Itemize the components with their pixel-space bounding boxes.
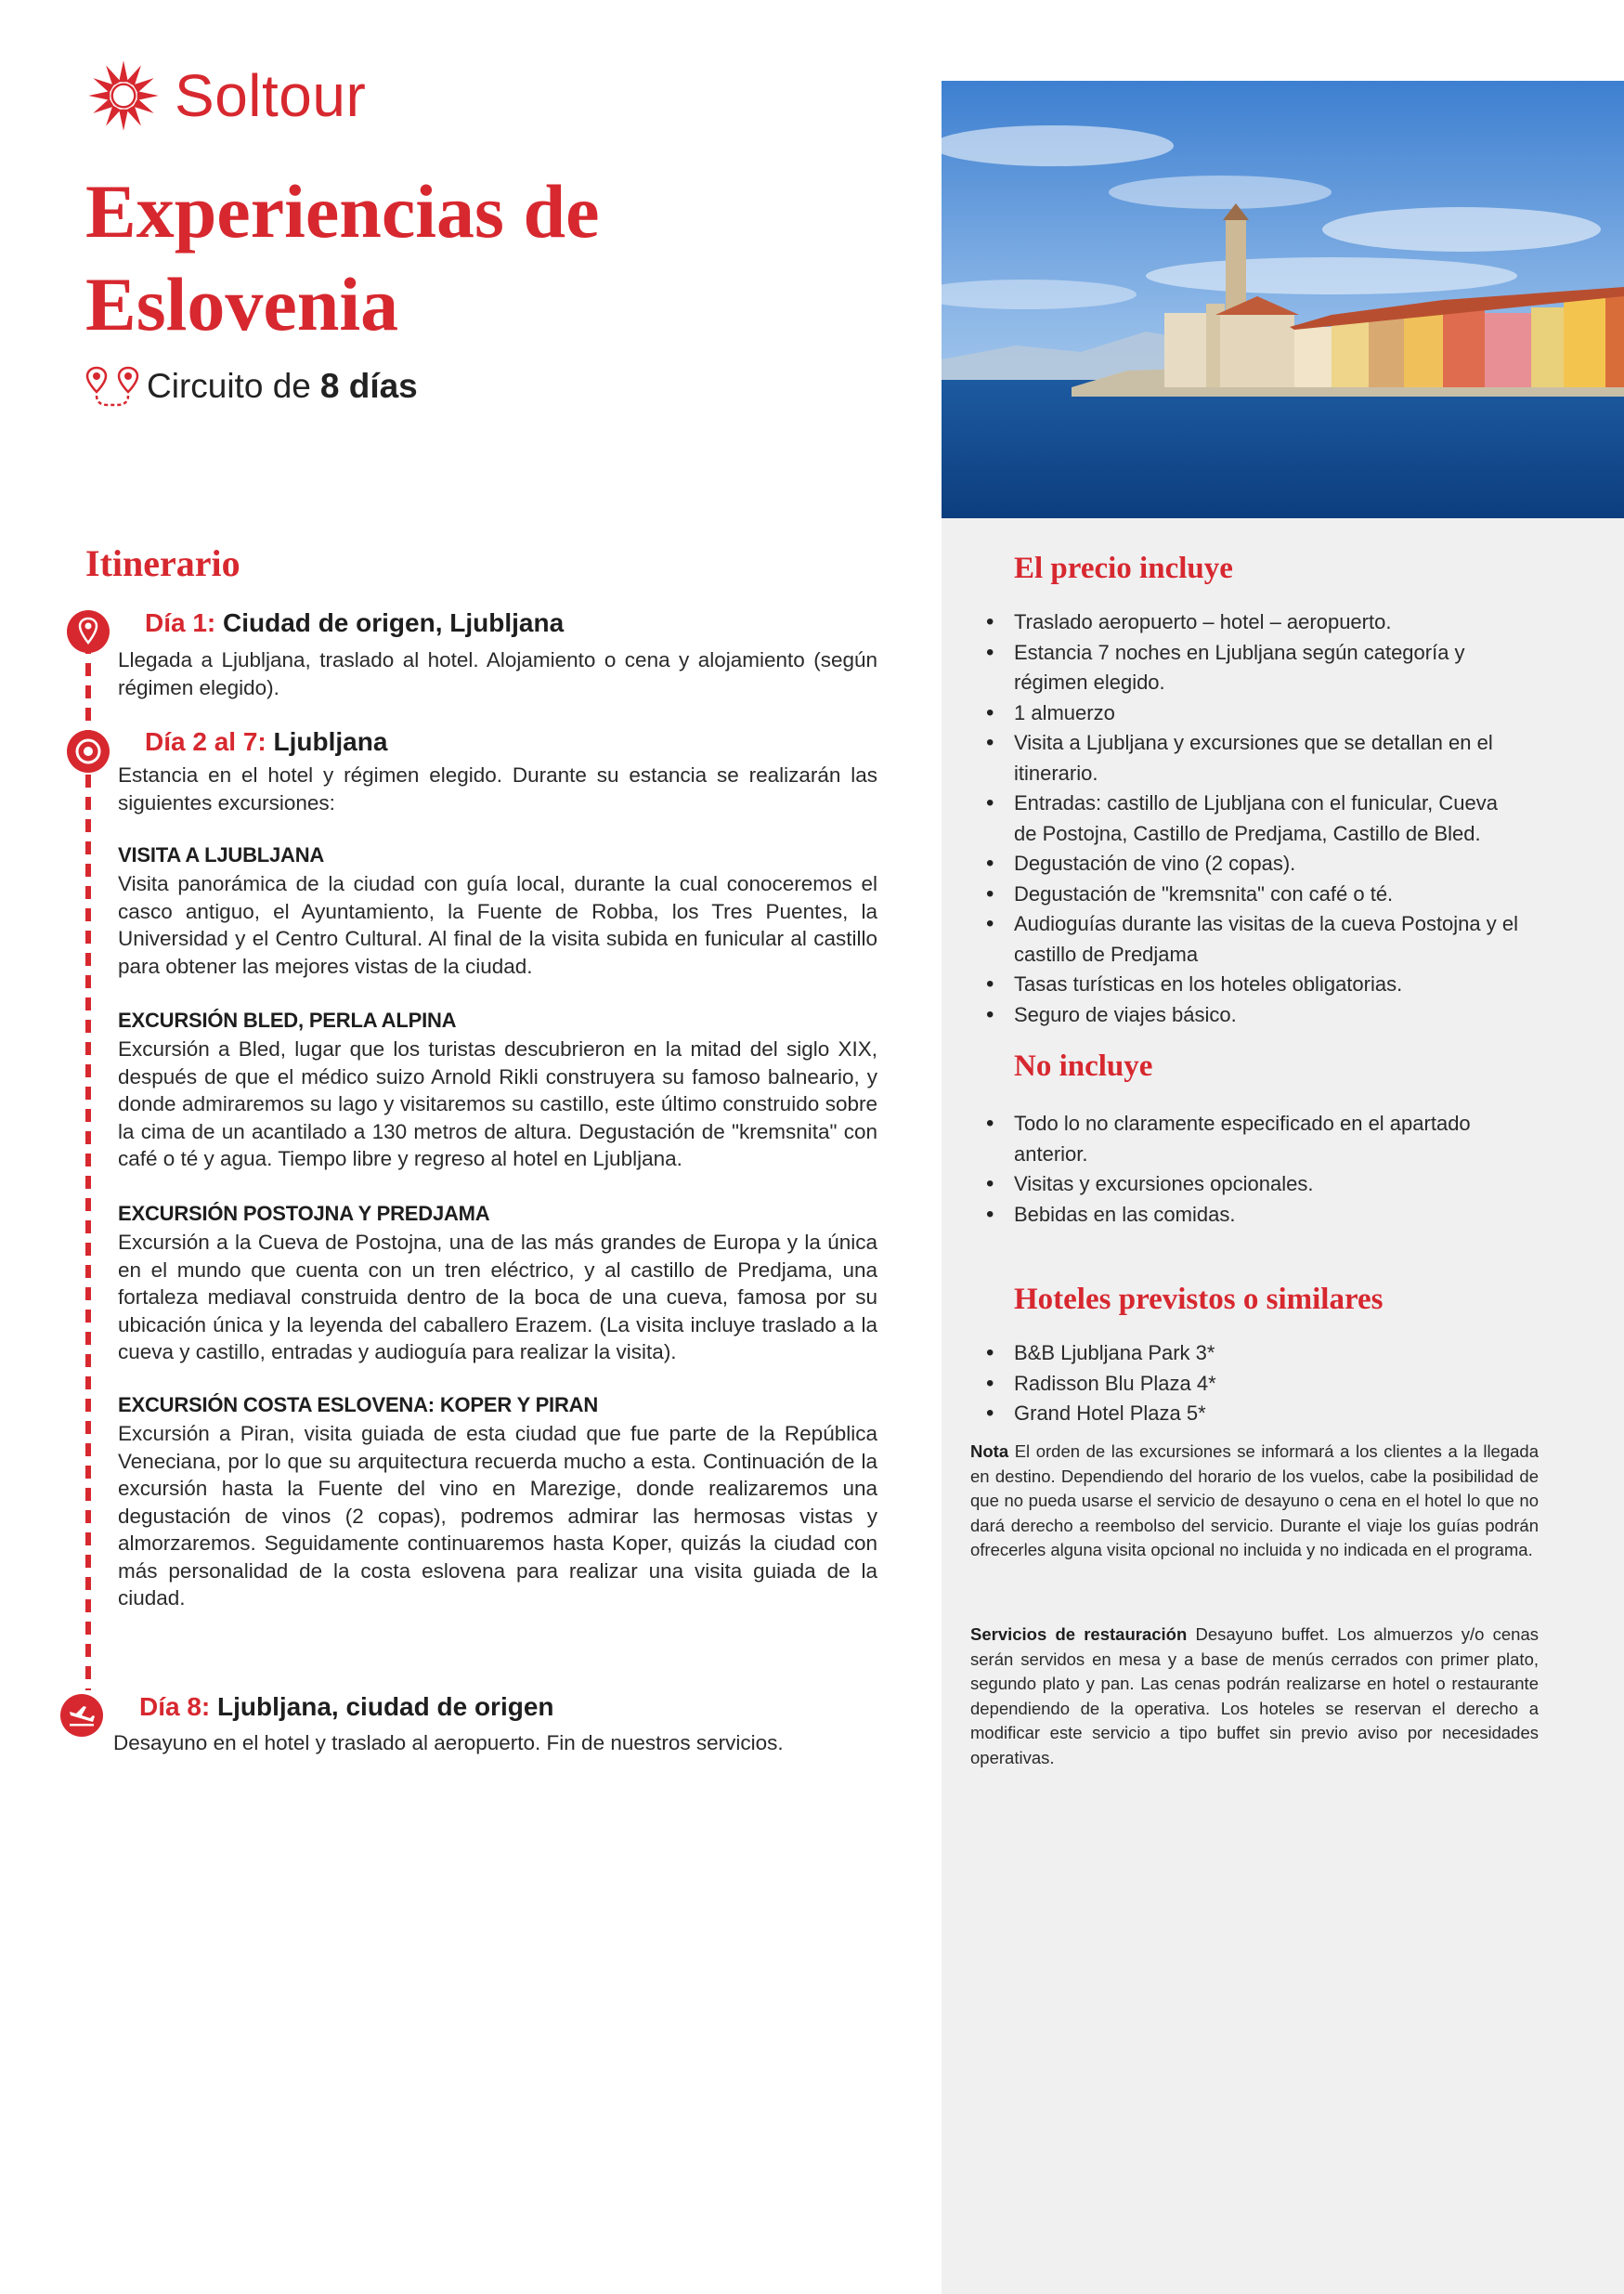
title-line-2: Eslovenia xyxy=(85,262,399,346)
map-pin-icon xyxy=(66,609,110,654)
restauracion-label: Servicios de restauración xyxy=(970,1624,1188,1644)
list-item: • Estancia 7 noches en Ljubljana según categoría y régimen elegido. xyxy=(977,638,1525,698)
list-item: • Visitas y excursiones opcionales. xyxy=(977,1169,1525,1200)
brand-logo xyxy=(85,54,366,137)
title-line-1: Experiencias de xyxy=(85,169,600,254)
day-1-number: Día 1: xyxy=(145,608,216,637)
list-item: • B&B Ljubljana Park 3* xyxy=(977,1338,1525,1369)
itinerary-heading: Itinerario xyxy=(85,542,240,584)
note-paragraph xyxy=(970,1440,1539,1563)
excursion-text: Excursión a la Cueva de Postojna, una de las más grandes de Europa y la única en el mundo que cuenta con un tren eléctrico, y al castillo de Predjama, una fortaleza mediaval construida dentro de la boca de una cueva, famosa por su ubicación única y la leyenda del caballero Erazem. (La visita incluye traslado a la cueva y castillo, entradas y audioguía para realizar la visita). xyxy=(118,1231,877,1363)
restauracion-text: Desayuno buffet. Los almuerzos y/o cenas serán servidos en mesa y a base de menús cerrados con primer plato, segundo plato y pan. Las cenas podrán realizarse en hotel o restaurante dependiendo de la operativa. Los hoteles se reservan el derecho a modificar este servicio a tipo buffet sin previo aviso por necesidades operativas. xyxy=(970,1624,1539,1767)
list-item: • Tasas turísticas en los hoteles obligatorias. xyxy=(977,970,1525,1000)
plane-landing-icon xyxy=(59,1693,104,1738)
hotels-heading: Hoteles previstos o similares xyxy=(1014,1283,1384,1316)
note-text: El orden de las excursiones se informará a los clientes a la llegada en destino. Dependiendo del horario de los vuelos, cabe la posibilidad de que no pueda usarse el servicio de desayuno o cena en el hotel lo que no dará derecho a reembolso del servicio. Durante el viaje los guías podrán ofrecerles alguna visita opcional no incluida y no indicada en el programa. xyxy=(970,1441,1540,1559)
circuit-days: 8 días xyxy=(319,367,418,405)
day-8-text: Desayuno en el hotel y traslado al aeropuerto. Fin de nuestros servicios. xyxy=(113,1731,784,1754)
list-item: • Traslado aeropuerto – hotel – aeropuerto. xyxy=(977,607,1525,638)
target-pin-icon xyxy=(66,729,110,774)
day-1-place: Ciudad de origen, Ljubljana xyxy=(223,608,565,637)
day-1-title xyxy=(145,608,564,638)
restauracion-paragraph xyxy=(970,1623,1539,1770)
list-item: • Entradas: castillo de Ljubljana con el funicular, Cueva de Postojna, Castillo de Predjama, Castillo de Bled. xyxy=(977,789,1525,849)
day-2-text: Estancia en el hotel y régimen elegido. Durante su estancia se realizarán las siguientes excursiones: xyxy=(118,763,877,815)
day-8-title xyxy=(139,1692,554,1722)
list-item: • Bebidas en las comidas. xyxy=(977,1200,1525,1231)
excursion-text: Excursión a Bled, lugar que los turistas descubrieron en la mitad del siglo XIX, después de que el médico suizo Arnold Rikli construyera su famoso balneario, y donde admiraremos su lago y visitaremos su castillo, este último construido sobre la cima de un acantilado a 130 metros de altura. Degustación de "kremsnita" con café o té y agua. Tiempo libre y regreso al hotel en Ljubljana. xyxy=(118,1037,877,1170)
sun-logo-icon xyxy=(85,58,162,134)
excursion-text: Visita panorámica de la ciudad con guía local, durante la cual conoceremos el casco antiguo, el Ayuntamiento, la Fuente de Robba, los Tres Puentes, la Universidad y el Centro Cultural. Al final de la visita subida en funicular al castillo para obtener las mejores vistas de la ciudad. xyxy=(118,872,877,978)
includes-list xyxy=(977,607,1525,1030)
list-item: • Degustación de vino (2 copas). xyxy=(977,849,1525,880)
list-item: • Visita a Ljubljana y excursiones que se detallan en el itinerario. xyxy=(977,728,1525,789)
circuit-duration xyxy=(85,364,418,409)
note-label: Nota xyxy=(970,1441,1009,1461)
list-item: • Degustación de "kremsnita" con café o té. xyxy=(977,880,1525,910)
excursion-text: Excursión a Piran, visita guiada de esta ciudad que fue parte de la República Veneciana, por lo que su arquitectura recuerda mucho a esta. Continuación de la excursión hasta la Fuente del vino en Marezige, donde realizaremos una degustación de vinos (2 copas), podremos admirar las hermosas vistas y almorzaremos. Seguidamente continuaremos hasta Koper, quizás la ciudad con más personalidad de la costa eslovena para realizar una visita guiada de la ciudad. xyxy=(118,1422,877,1610)
includes-heading: El precio incluye xyxy=(1014,552,1233,585)
day-8-number: Día 8: xyxy=(139,1692,211,1721)
list-item: • Todo lo no claramente especificado en el apartado anterior. xyxy=(977,1109,1525,1169)
route-pin-icon xyxy=(85,364,139,409)
list-item: • Seguro de viajes básico. xyxy=(977,1000,1525,1031)
list-item: • Radisson Blu Plaza 4* xyxy=(977,1369,1525,1400)
excludes-list xyxy=(977,1109,1525,1230)
excludes-heading: No incluye xyxy=(1014,1049,1153,1083)
day-8-place: Ljubljana, ciudad de origen xyxy=(217,1692,554,1721)
list-item: • Audioguías durante las visitas de la cueva Postojna y el castillo de Predjama xyxy=(977,909,1525,970)
day-2-title xyxy=(145,727,387,757)
timeline-line xyxy=(85,641,91,1690)
excursion-title: VISITA A LJUBLJANA xyxy=(118,843,325,867)
day-2-number: Día 2 al 7: xyxy=(145,727,266,756)
list-item: • 1 almuerzo xyxy=(977,698,1525,729)
day-1-text: Llegada a Ljubljana, traslado al hotel. Alojamiento o cena y alojamiento (según régimen elegido). xyxy=(118,648,877,699)
excursion-title: EXCURSIÓN COSTA ESLOVENA: KOPER Y PIRAN xyxy=(118,1393,599,1416)
brand-name: Soltour xyxy=(175,62,367,129)
day-2-place: Ljubljana xyxy=(273,727,388,756)
circuit-label: Circuito de xyxy=(147,367,311,405)
list-item: • Grand Hotel Plaza 5* xyxy=(977,1399,1525,1429)
hotels-list xyxy=(977,1338,1525,1429)
piran-coast-photo xyxy=(942,81,1624,518)
page-title xyxy=(85,165,599,351)
excursion-title: EXCURSIÓN BLED, PERLA ALPINA xyxy=(118,1009,457,1032)
excursion-title: EXCURSIÓN POSTOJNA Y PREDJAMA xyxy=(118,1202,490,1225)
